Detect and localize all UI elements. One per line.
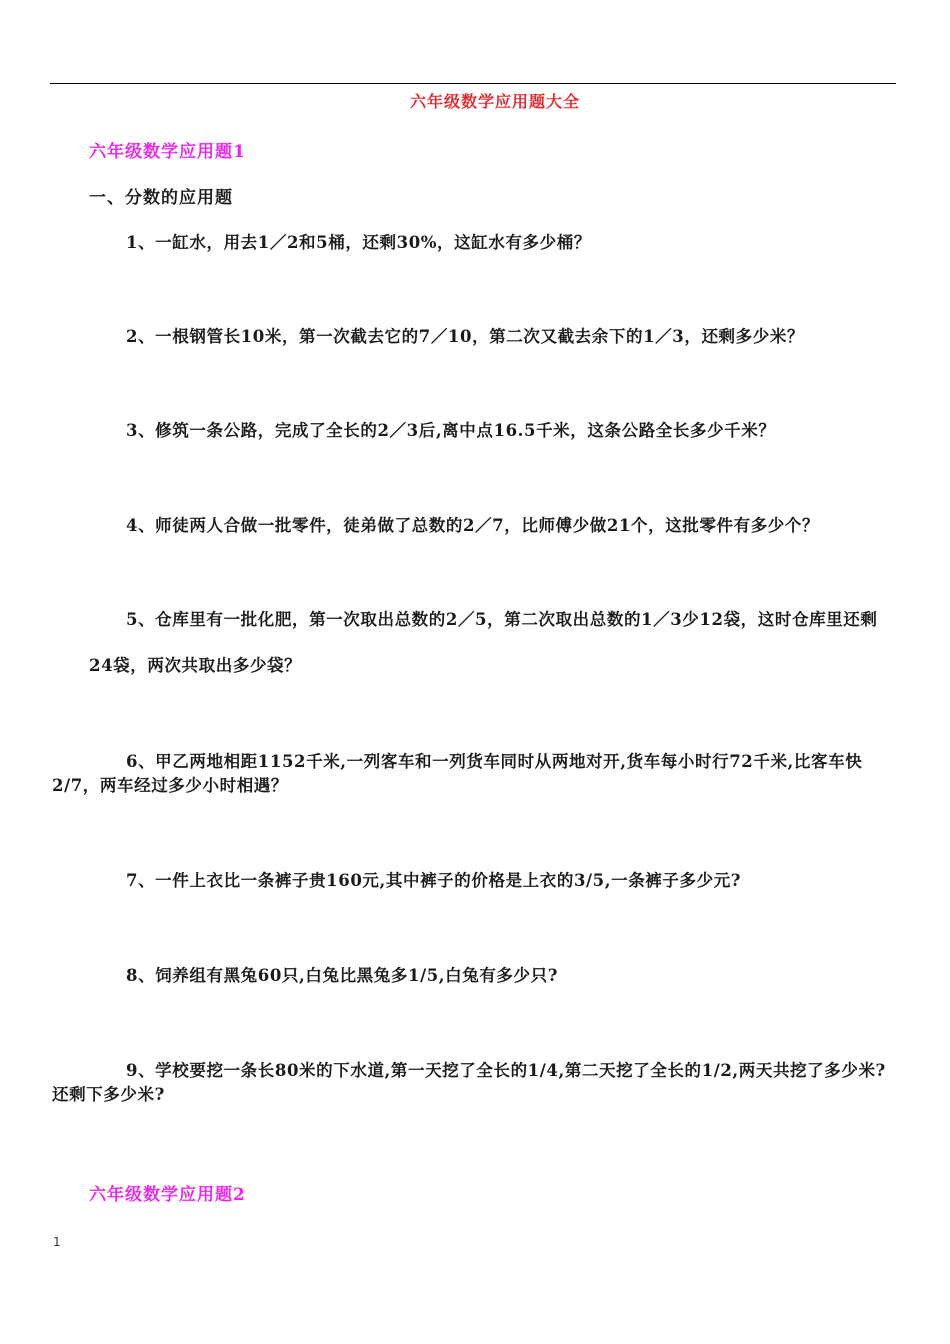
subheading-fraction-problems: 一、分数的应用题 [89, 188, 233, 208]
question-6: 6、甲乙两地相距1152千米,一列客车和一列货车同时从两地对开,货车每小时行72千米,比客车快 2/7，两车经过多少小时相遇？ [52, 752, 863, 795]
question-7: 7、一件上衣比一条裤子贵160元,其中裤子的价格是上衣的3/5,一条裤子多少元? [126, 871, 742, 890]
question-4: 4、师徒两人合做一批零件，徒弟做了总数的2／7，比师傅少做21个，这批零件有多少个？ [126, 516, 820, 535]
question-9: 9、学校要挖一条长80米的下水道,第一天挖了全长的1/4,第二天挖了全长的1/2,两天共挖了多少米?还剩下多少米? [52, 1061, 886, 1104]
document-title: 六年级数学应用题大全 [409, 92, 580, 111]
header-rule [50, 83, 896, 84]
question-8: 8、饲养组有黑兔60只,白兔比黑兔多1/5,白兔有多少只? [126, 966, 558, 985]
page-number: 1 [53, 1235, 61, 1249]
section-heading-2: 六年级数学应用题2 [89, 1185, 246, 1205]
section-heading-1: 六年级数学应用题1 [89, 142, 246, 162]
question-3: 3、修筑一条公路，完成了全长的2／3后,离中点16.5千米，这条公路全长多少千米？ [126, 421, 776, 440]
question-1: 1、一缸水，用去1／2和5桶，还剩30%，这缸水有多少桶？ [126, 233, 591, 252]
question-2: 2、一根钢管长10米，第一次截去它的7／10，第二次又截去余下的1／3，还剩多少米？ [126, 327, 805, 346]
question-5: 5、仓库里有一批化肥，第一次取出总数的2／5，第二次取出总数的1／3少12袋，这时仓库里还剩24袋，两次共取出多少袋？ [89, 610, 878, 675]
